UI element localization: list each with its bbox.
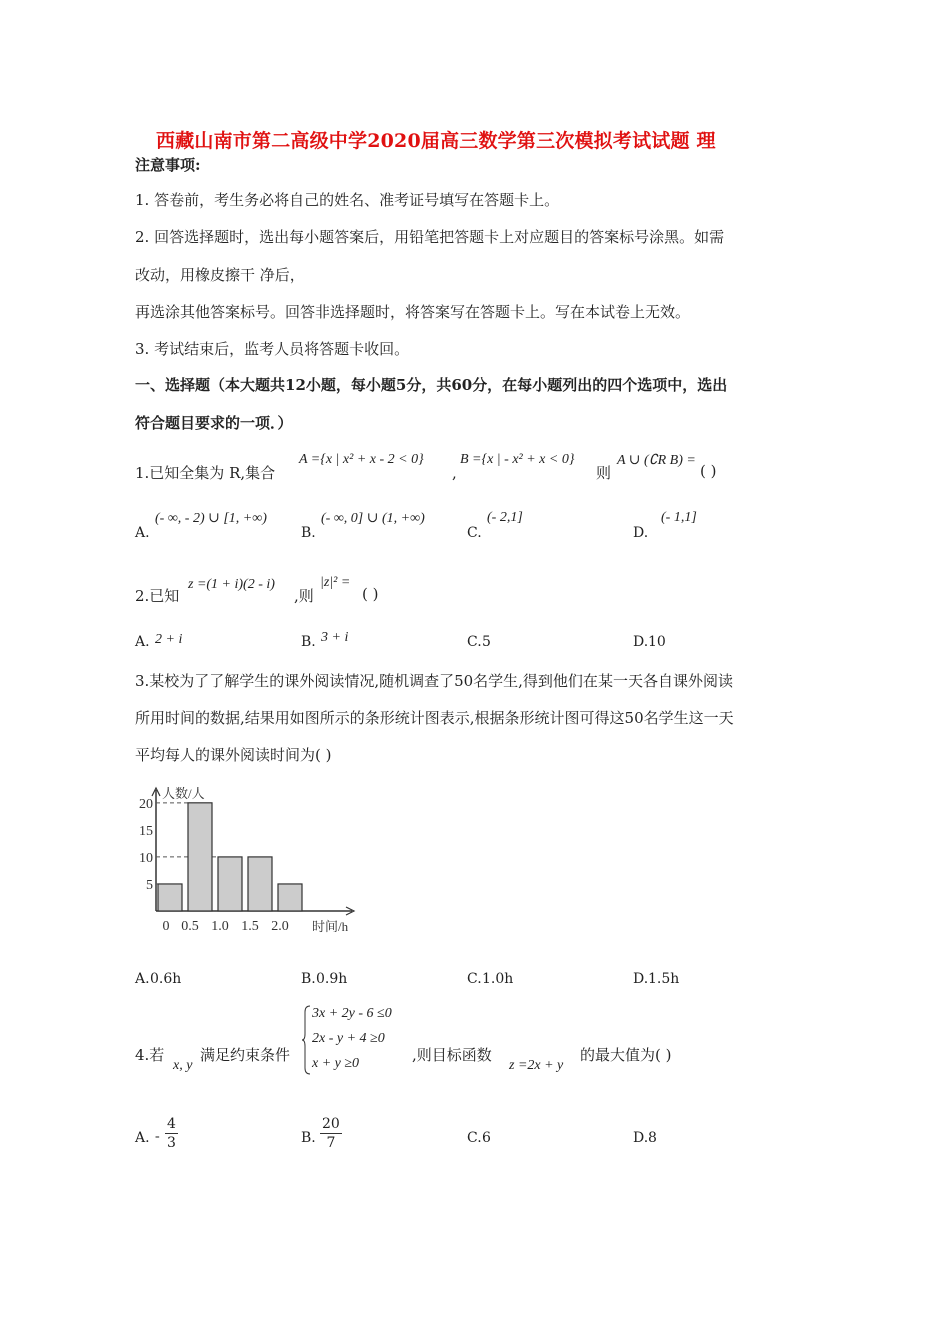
- notice-item-3: 3. 考试结束后，监考人员将答题卡收回。: [135, 340, 410, 358]
- q4-objective: z =2x + y: [509, 1058, 564, 1073]
- q3-option-d: 1.5h: [648, 971, 680, 987]
- bar-2.0: [278, 884, 302, 911]
- notice-heading: 注意事项:: [135, 156, 201, 174]
- x-axis-label: 时间/h: [312, 919, 349, 934]
- q4-prefix: 4.若: [135, 1046, 165, 1064]
- q1-comma: ,: [452, 464, 457, 482]
- notice-item-2-cont2: 再选涂其他答案标号。回答非选择题时，将答案写在答题卡上。写在本试卷上无效。: [135, 303, 691, 321]
- q2-option-a: 2 + i: [155, 632, 183, 647]
- q4-option-d: 8: [648, 1130, 657, 1146]
- q4-option-a-denominator: 3: [167, 1135, 176, 1151]
- notice-item-2: 2. 回答选择题时，选出每小题答案后，用铅笔把答题卡上对应题目的答案标号涂黑。如需: [135, 228, 725, 246]
- q2-option-d: 10: [648, 634, 666, 650]
- section-heading-cont: 符合题目要求的一项．）: [135, 414, 293, 432]
- y-axis-label: 人数/人: [162, 786, 205, 801]
- x-tick-label: 2.0: [271, 919, 289, 934]
- q4-mid: 满足约束条件: [200, 1046, 291, 1064]
- q1-expression: A ∪ (∁R B) =: [617, 453, 696, 468]
- x-tick-label: 0: [162, 919, 170, 934]
- q1-prefix: 1.已知全集为 R,集合: [135, 464, 276, 482]
- y-tick-label: 15: [139, 823, 153, 839]
- q3-option-b: 0.9h: [316, 971, 348, 987]
- q3-option-d-label: D.: [633, 971, 649, 987]
- q1-answer-paren: ( ): [700, 462, 717, 480]
- q1-set-a: A ={x | x² + x - 2 < 0}: [299, 452, 424, 467]
- y-tick-label: 5: [146, 877, 153, 893]
- notice-item-1: 1. 答卷前，考生务必将自己的姓名、准考证号填写在答题卡上。: [135, 191, 560, 209]
- q1-option-a: (- ∞, - 2) ∪ [1, +∞): [155, 511, 267, 526]
- q1-option-b-label: B.: [301, 525, 316, 541]
- q1-option-c-label: C.: [467, 525, 482, 541]
- q4-option-a: [165, 1115, 178, 1152]
- q1-then: 则: [596, 464, 612, 482]
- q4-vars: x, y: [173, 1058, 193, 1073]
- q3-line-1: 3.某校为了了解学生的课外阅读情况,随机调查了50名学生,得到他们在某一天各自课外阅读: [135, 672, 733, 690]
- page-title: 西藏山南市第二高级中学2020届高三数学第三次模拟考试试题 理: [156, 130, 716, 152]
- bar-1.5: [248, 857, 272, 911]
- q4-constraint-1: 3x + 2y - 6 ≤0: [312, 1006, 392, 1021]
- q1-option-d-label: D.: [633, 525, 649, 541]
- section-heading: 一、选择题（本大题共12小题，每小题5分，共60分，在每小题列出的四个选项中，选出: [135, 376, 728, 394]
- q4-option-a-sign: -: [155, 1129, 160, 1144]
- constraint-brace: [302, 1004, 312, 1076]
- q2-option-c-label: C.: [467, 634, 482, 650]
- q4-option-a-label: A.: [135, 1130, 150, 1146]
- y-tick-label: 20: [139, 796, 153, 812]
- q2-then: ,则: [294, 587, 314, 605]
- q4-option-b: [320, 1115, 342, 1152]
- q1-option-a-label: A.: [135, 525, 150, 541]
- q4-constraint-3: x + y ≥0: [312, 1056, 360, 1071]
- q3-line-2: 所用时间的数据,结果用如图所示的条形统计图表示,根据条形统计图可得这50名学生这一天: [135, 709, 734, 727]
- q4-option-b-numerator: 20: [322, 1116, 340, 1132]
- notice-item-2-cont: 改动，用橡皮擦干 净后，: [135, 266, 305, 284]
- q4-tail: 的最大值为( ): [580, 1046, 672, 1064]
- q2-option-b-label: B.: [301, 634, 316, 650]
- q4-option-a-numerator: 4: [167, 1116, 176, 1132]
- q4-option-c: 6: [482, 1130, 491, 1146]
- q2-option-c: 5: [482, 634, 491, 650]
- q4-option-d-label: D.: [633, 1130, 649, 1146]
- q2-option-b: 3 + i: [321, 630, 349, 645]
- q4-option-b-denominator: 7: [326, 1135, 336, 1151]
- q2-prefix: 2.已知: [135, 587, 180, 605]
- q2-option-d-label: D.: [633, 634, 649, 650]
- q4-option-c-label: C.: [467, 1130, 482, 1146]
- q3-option-c: 1.0h: [482, 971, 514, 987]
- q4-option-b-label: B.: [301, 1130, 316, 1146]
- q1-option-c: (- 2,1]: [487, 510, 523, 525]
- q4-after: ,则目标函数: [412, 1046, 492, 1064]
- bar-0: [158, 884, 182, 911]
- q2-expression: z =(1 + i)(2 - i): [188, 577, 275, 592]
- q1-set-b: B ={x | - x² + x < 0}: [460, 452, 575, 467]
- q4-constraint-2: 2x - y + 4 ≥0: [312, 1031, 385, 1046]
- y-tick-label: 10: [139, 850, 153, 866]
- x-tick-label: 0.5: [181, 919, 199, 934]
- q3-option-b-label: B.: [301, 971, 316, 987]
- q2-option-a-label: A.: [135, 634, 150, 650]
- q3-option-a-label: A.: [135, 971, 150, 987]
- q2-abs: |z|² =: [320, 575, 351, 590]
- bar-0.5: [188, 803, 212, 911]
- bar-chart: [130, 780, 370, 940]
- q3-option-a: 0.6h: [150, 971, 182, 987]
- q2-answer-paren: ( ): [362, 585, 379, 603]
- q1-option-b: (- ∞, 0] ∪ (1, +∞): [321, 511, 425, 526]
- q3-option-c-label: C.: [467, 971, 482, 987]
- bar-1.0: [218, 857, 242, 911]
- q1-option-d: (- 1,1]: [661, 510, 697, 525]
- x-tick-label: 1.5: [241, 919, 259, 934]
- x-tick-label: 1.0: [211, 919, 229, 934]
- q3-line-3: 平均每人的课外阅读时间为( ): [135, 746, 332, 764]
